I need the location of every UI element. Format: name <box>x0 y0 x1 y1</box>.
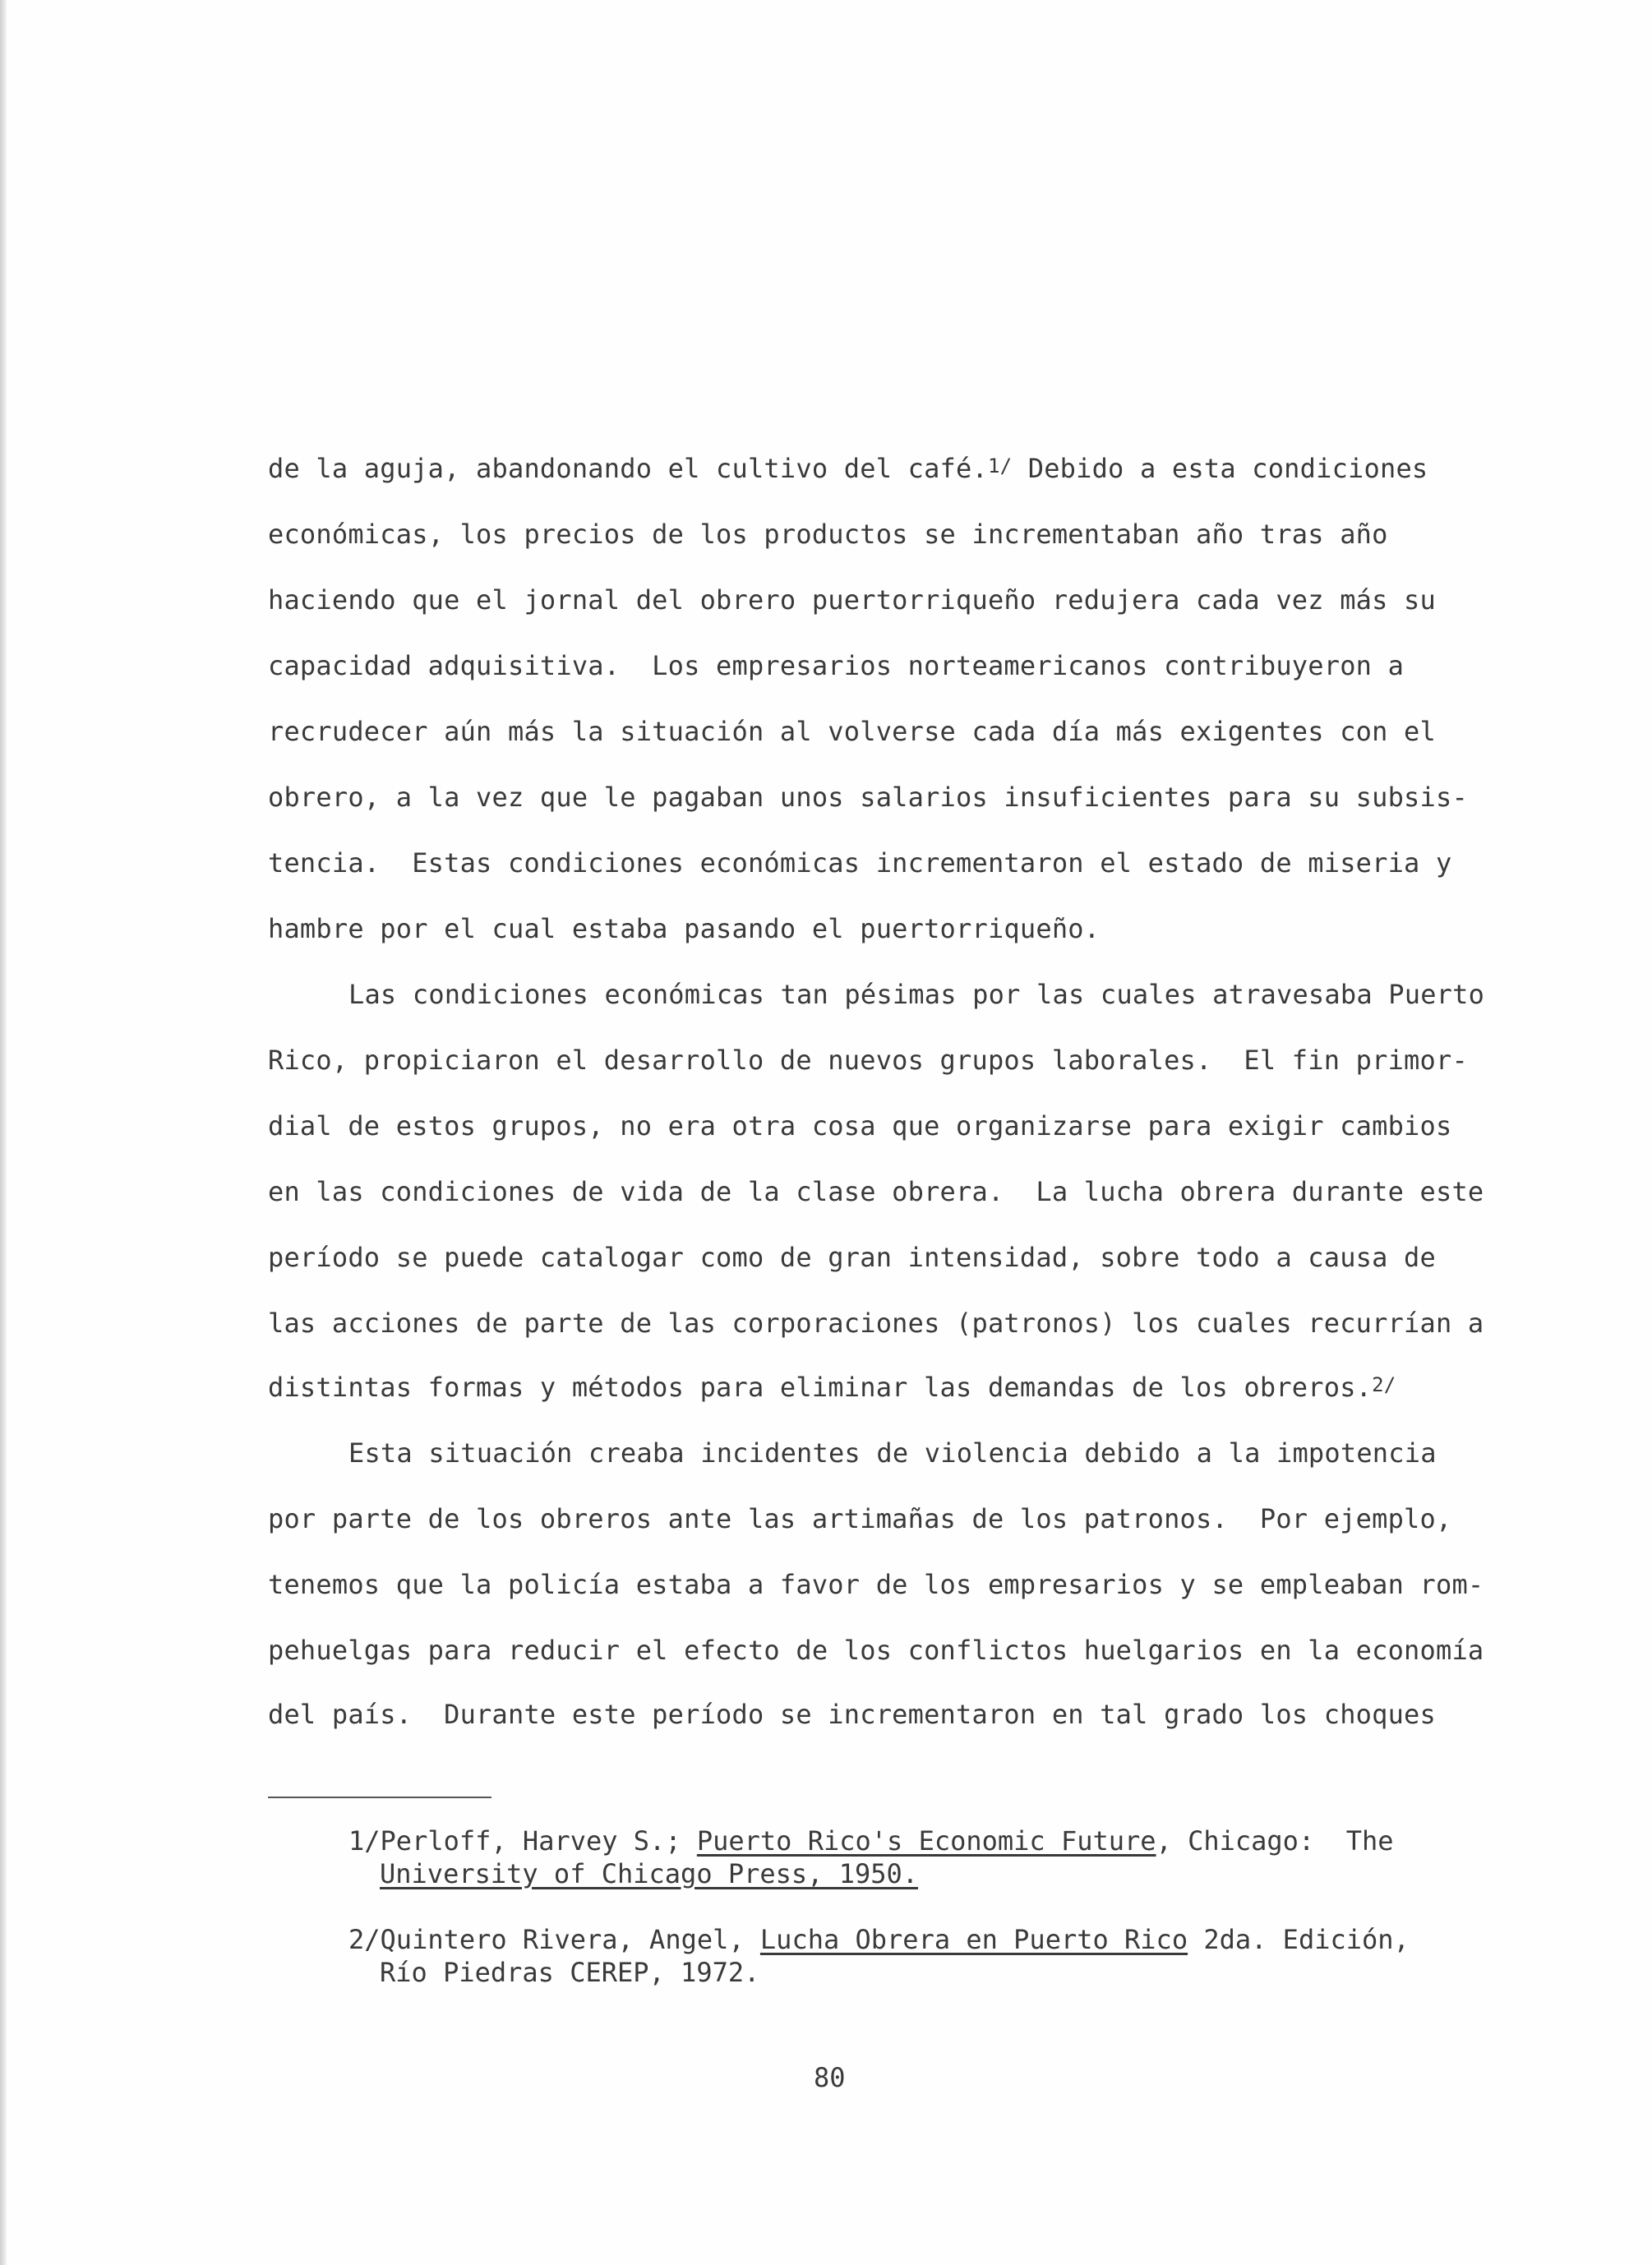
footnote-1-marker: 1/ <box>348 1825 381 1857</box>
body-line-7: tencia. Estas condiciones económicas incrementaron el estado de miseria y <box>268 847 1452 879</box>
body-line-11: dial de estos grupos, no era otra cosa que organizarse para exigir cambios <box>268 1110 1452 1142</box>
body-line-8: hambre por el cual estaba pasando el puertorriqueño. <box>268 913 1101 944</box>
body-line-2: económicas, los precios de los productos se incrementaban año tras año <box>268 519 1388 550</box>
body-line-6: obrero, a la vez que le pagaban unos salarios insuficientes para su subsis- <box>268 782 1468 813</box>
body-line-3: haciendo que el jornal del obrero puertorriqueño redujera cada vez más su <box>268 584 1436 616</box>
page-binding-edge <box>0 0 7 2265</box>
body-line-9: Las condiciones económicas tan pésimas por las cuales atravesaba Puerto <box>348 979 1485 1010</box>
body-line-1 <box>268 452 1428 487</box>
body-line-15 <box>268 1371 1396 1406</box>
footnote-separator <box>268 1797 491 1798</box>
footnote-2-marker: 2/ <box>348 1924 381 1955</box>
body-line-1-tail: Debido a esta condiciones <box>1012 453 1428 484</box>
body-line-13: período se puede catalogar como de gran intensidad, sobre todo a causa de <box>268 1242 1436 1273</box>
body-line-17: por parte de los obreros ante las artimañas de los patronos. Por ejemplo, <box>268 1503 1452 1534</box>
footnote-1-author: Perloff, Harvey S.; <box>380 1825 697 1857</box>
body-line-12: en las condiciones de vida de la clase obrera. La lucha obrera durante este <box>268 1176 1484 1207</box>
footnote-2-edition: 2da. Edición, <box>1188 1924 1410 1955</box>
body-line-18: tenemos que la policía estaba a favor de los empresarios y se empleaban rom- <box>268 1569 1484 1600</box>
footnote-1-publisher: University of Chicago Press, 1950. <box>380 1858 919 1889</box>
footnote-2 <box>348 1923 1410 1956</box>
footnote-1-line-2 <box>380 1857 918 1890</box>
body-line-4: capacidad adquisitiva. Los empresarios norteamericanos contribuyeron a <box>268 650 1405 681</box>
body-line-15-text: distintas formas y métodos para eliminar las demandas de los obreros. <box>268 1372 1373 1403</box>
footnote-1-publisher-start: , Chicago: The <box>1156 1825 1394 1857</box>
body-line-14: las acciones de parte de las corporaciones (patronos) los cuales recurrían a <box>268 1308 1484 1339</box>
body-line-10: Rico, propiciaron el desarrollo de nuevos grupos laborales. El fin primor- <box>268 1045 1468 1076</box>
footnote-ref-1: 1/ <box>987 454 1013 477</box>
footnote-2-title: Lucha Obrera en Puerto Rico <box>759 1924 1188 1955</box>
body-line-20: del país. Durante este período se incrementaron en tal grado los choques <box>268 1699 1436 1730</box>
body-line-16: Esta situación creaba incidentes de violencia debido a la impotencia <box>348 1437 1437 1469</box>
footnote-ref-2: 2/ <box>1372 1373 1396 1396</box>
body-line-19: pehuelgas para reducir el efecto de los conflictos huelgarios en la economía <box>268 1635 1484 1666</box>
footnote-2-line-2: Río Piedras CEREP, 1972. <box>380 1957 760 1988</box>
footnote-2-author: Quintero Rivera, Angel, <box>380 1924 760 1955</box>
page-number: 80 <box>814 2062 846 2093</box>
body-line-1-text: de la aguja, abandonando el cultivo del café. <box>268 453 988 484</box>
body-line-5: recrudecer aún más la situación al volverse cada día más exigentes con el <box>268 716 1436 747</box>
footnote-1-title: Puerto Rico's Economic Future <box>696 1825 1156 1857</box>
footnote-1 <box>348 1824 1394 1857</box>
